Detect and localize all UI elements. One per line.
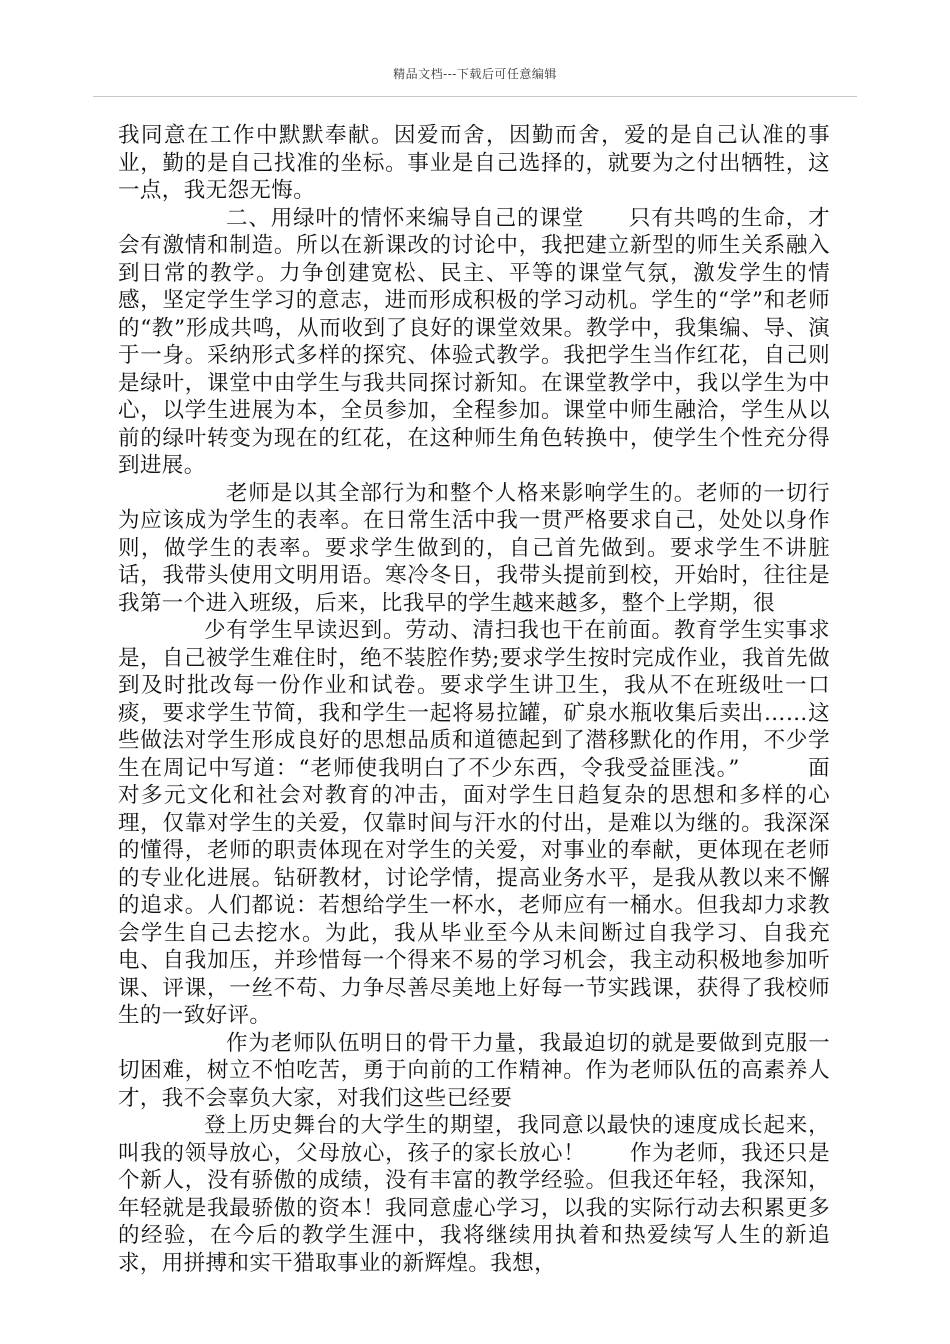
- paragraph-5: 作为老师队伍明日的骨干力量，我最迫切的就是要做到克服一切困难，树立不怕吃苦，勇于向前的工作精神。作为老师队伍的高素养人才，我不会辜负大家，对我们这些已经要: [118, 1030, 830, 1111]
- header-rule: [93, 96, 857, 97]
- header-text: 精品文档---下载后可任意编辑: [393, 67, 557, 81]
- paragraph-2: 二、用绿叶的情怀来编导自己的课堂 只有共鸣的生命，才会有激情和制造。所以在新课改的讨论中，我把建立新型的师生关系融入到日常的教学。力争创建宽松、民主、平等的课堂气氛，激发学生的情感，坚定学生学习的意志，进而形成积极的学习动机。学生的“学”和老师的“教”形成共鸣，从而收到了良好的课堂效果。教学中，我集编、导、演于一身。采纳形式多样的探究、体验式教学。我把学生当作红花，自己则是绿叶，课堂中由学生与我共同探讨新知。在课堂教学中，我以学生为中心，以学生进展为本，全员参加，全程参加。课堂中师生融洽，学生从以前的绿叶转变为现在的红花，在这种师生角色转换中，使学生个性充分得到进展。: [118, 205, 830, 478]
- paragraph-6: 登上历史舞台的大学生的期望，我同意以最快的速度成长起来，叫我的领导放心，父母放心，孩子的家长放心！ 作为老师，我还只是个新人，没有骄傲的成绩，没有丰富的教学经验。但我还年轻，我深知，年轻就是我最骄傲的资本！我同意虚心学习，以我的实际行动去积累更多的经验，在今后的教学生涯中，我将继续用执着和热爱续写人生的新追求，用拼搏和实干猎取事业的新辉煌。我想，: [118, 1113, 830, 1276]
- paragraph-1: 我同意在工作中默默奉献。因爱而舍，因勤而舍，爱的是自己认准的事业，勤的是自己找准的坐标。事业是自己选择的，就要为之付出牺牲，这一点，我无怨无悔。: [118, 123, 830, 203]
- paragraph-3: 老师是以其全部行为和整个人格来影响学生的。老师的一切行为应该成为学生的表率。在日常生活中我一贯严格要求自己，处处以身作则，做学生的表率。要求学生做到的，自己首先做到。要求学生不讲脏话，我带头使用文明用语。寒冷冬日，我带头提前到校，开始时，往往是我第一个进入班级，后来，比我早的学生越来越多，整个上学期，很: [118, 480, 830, 616]
- document-body: [118, 122, 830, 1277]
- paragraph-4: 少有学生早读迟到。劳动、清扫我也干在前面。教育学生实事求是，自己被学生难住时，绝不装腔作势;要求学生按时完成作业，我首先做到及时批改每一份作业和试卷。要求学生讲卫生，我从不在班级吐一口痰，要求学生节简，我和学生一起将易拉罐，矿泉水瓶收集后卖出……这些做法对学生形成良好的思想品质和道德起到了潜移默化的作用，不少学生在周记中写道：“老师使我明白了不少东西，令我受益匪浅。” 面对多元文化和社会对教育的冲击，面对学生日趋复杂的思想和多样的心理，仅靠对学生的关爱，仅靠时间与汗水的付出，是难以为继的。我深深的懂得，老师的职责体现在对学生的关爱，对事业的奉献，更体现在老师的专业化进展。钻研教材，讨论学情，提高业务水平，是我从教以来不懈的追求。人们都说：若想给学生一杯水，老师应有一桶水。但我却力求教会学生自己去挖水。为此，我从毕业至今从未间断过自我学习、自我充电、自我加压，并珍惜每一个得来不易的学习机会，我主动积极地参加听课、评课，一丝不苟、力争尽善尽美地上好每一节实践课，获得了我校师生的一致好评。: [118, 618, 830, 1028]
- page-header: [0, 65, 950, 97]
